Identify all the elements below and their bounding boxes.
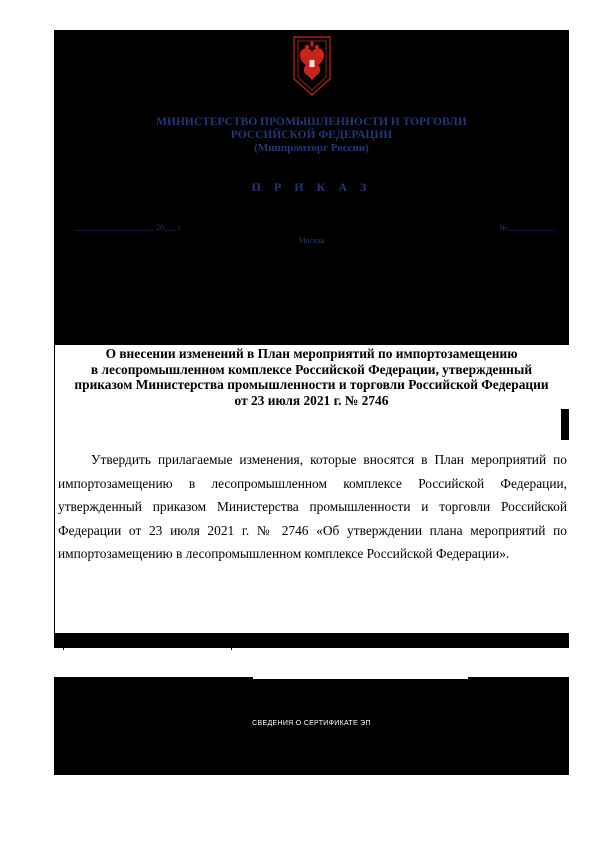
signature-block [54, 677, 569, 775]
heading-line-4: от 23 июля 2021 г. № 2746 [234, 392, 389, 408]
footer-band [54, 633, 569, 648]
document-header [54, 30, 569, 345]
ministry-line-2: РОССИЙСКОЙ ФЕДЕРАЦИИ [230, 129, 393, 141]
ministry-name [54, 116, 569, 155]
ministry-line-1: МИНИСТЕРСТВО ПРОМЫШЛЕННОСТИ И ТОРГОВЛИ [156, 116, 467, 128]
order-date-field: ____________________ 20___ г. [74, 223, 183, 232]
page-frame-left [54, 345, 55, 633]
divider-tick [231, 648, 232, 650]
order-number-field: №____________ [499, 223, 555, 232]
heading-line-3: приказом Министерства промышленности и торговли Российской Федерации [74, 377, 549, 392]
order-body-paragraph: Утвердить прилагаемые изменения, которые вносятся в План мероприятий по импортозамещению в лесопромышленном комплексе Российской Федерации, утвержденный приказом Министерства промышленности и торговли Российской Федерации от 23 июля 2021 г. № 2746 «Об утверждении плана мероприятий по импортозамещению в лесопромышленном комплексе Российской Федерации». [58, 452, 567, 561]
order-title: П Р И К А З [251, 180, 372, 194]
signature-divider [253, 677, 468, 679]
document-heading [60, 346, 563, 408]
heading-line-2: в лесопромышленном комплексе Российской Федерации, утвержденный [90, 361, 533, 377]
divider-tick [63, 648, 64, 650]
russian-coat-of-arms-icon [290, 35, 334, 97]
issue-city: Москва [298, 236, 325, 245]
ministry-short-name: (Минпромторг России) [254, 142, 369, 154]
page-mark [561, 409, 569, 440]
certificate-info-label: СВЕДЕНИЯ О СЕРТИФИКАТЕ ЭП [252, 720, 371, 727]
heading-line-1: О внесении изменений в План мероприятий по импортозамещению [105, 346, 518, 361]
